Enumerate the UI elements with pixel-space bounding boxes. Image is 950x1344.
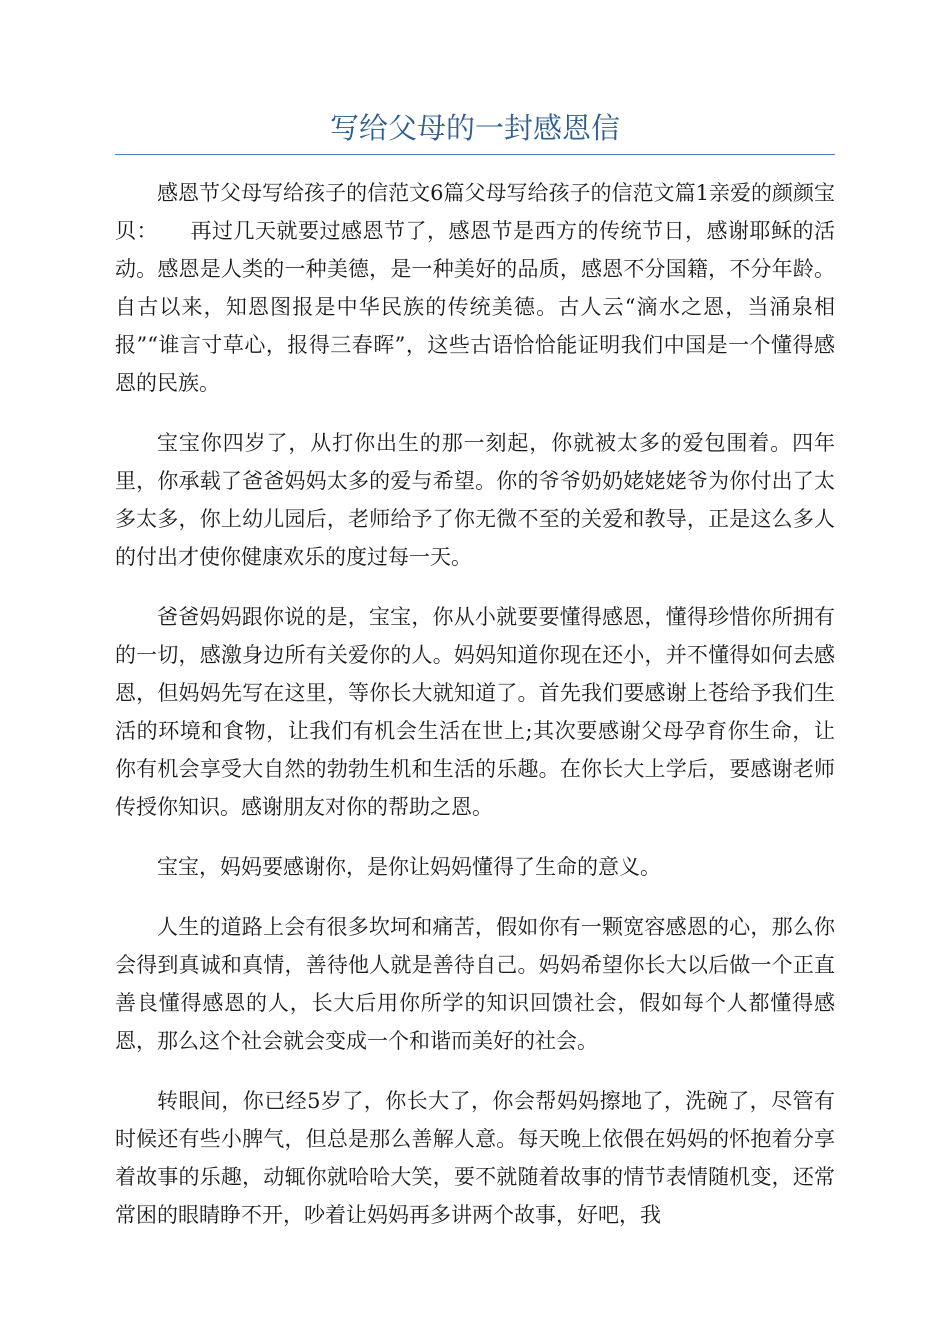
paragraph-1: 感恩节父母写给孩子的信范文6篇父母写给孩子的信范文篇1亲爱的颜颜宝贝： 再过几天就要过感恩节了，感恩节是西方的传统节日，感谢耶稣的活动。感恩是人类的一种美德，是一种美好的品质，感恩不分国籍，不分年龄。自古以来，知恩图报是中华民族的传统美德。古人云“滴水之恩，当涌泉相报”“谁言寸草心，报得三春晖”，这些古语恰恰能证明我们中国是一个懂得感恩的民族。 xyxy=(115,181,835,395)
paragraph-2: 宝宝你四岁了，从打你出生的那一刻起，你就被太多的爱包围着。四年里，你承载了爸爸妈妈太多的爱与希望。你的爷爷奶奶姥姥姥爷为你付出了太多太多，你上幼儿园后，老师给予了你无微不至的关爱和教导，正是这么多人的付出才使你健康欢乐的度过每一天。 xyxy=(115,431,835,569)
paragraph-6: 转眼间，你已经5岁了，你长大了，你会帮妈妈擦地了，洗碗了，尽管有时候还有些小脾气，但总是那么善解人意。每天晚上依偎在妈妈的怀抱着分享着故事的乐趣，动辄你就哈哈大笑，要不就随着故事的情节表情随机变，还常常困的眼睛睁不开，吵着让妈妈再多讲两个故事，好吧，我 xyxy=(115,1089,835,1227)
paragraph-4: 宝宝，妈妈要感谢你，是你让妈妈懂得了生命的意义。 xyxy=(157,855,661,879)
title-underline-rule xyxy=(115,154,835,155)
paragraph-3: 爸爸妈妈跟你说的是，宝宝，你从小就要要懂得感恩，懂得珍惜你所拥有的一切，感激身边所有关爱你的人。妈妈知道你现在还小，并不懂得如何去感恩，但妈妈先写在这里，等你长大就知道了。首先我们要感谢上苍给予我们生活的环境和食物，让我们有机会生活在世上;其次要感谢父母孕育你生命，让你有机会享受大自然的勃勃生机和生活的乐趣。在你长大上学后，要感谢老师传授你知识。感谢朋友对你的帮助之恩。 xyxy=(115,605,835,819)
paragraph-5: 人生的道路上会有很多坎坷和痛苦，假如你有一颗宽容感恩的心，那么你会得到真诚和真情，善待他人就是善待自己。妈妈希望你长大以后做一个正直善良懂得感恩的人，长大后用你所学的知识回馈社会，假如每个人都懂得感恩，那么这个社会就会变成一个和谐而美好的社会。 xyxy=(115,915,835,1053)
letter-body xyxy=(115,174,835,1256)
page-title: 写给父母的一封感恩信 xyxy=(329,111,620,145)
